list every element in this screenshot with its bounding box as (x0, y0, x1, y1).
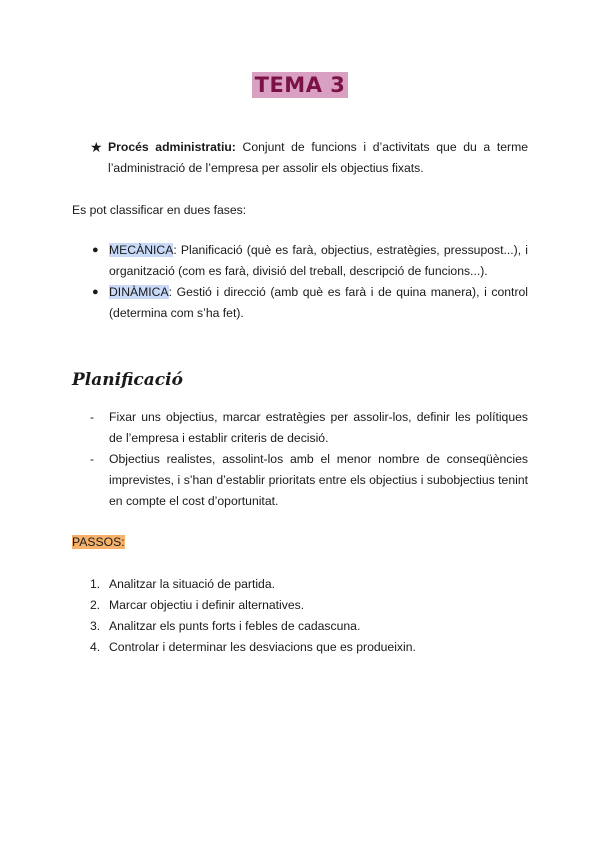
section-heading: Planificació (72, 370, 183, 390)
step-text: Controlar i determinar les desviacions que es produeixin. (109, 640, 416, 654)
dash-icon: - (90, 452, 95, 466)
bullet-icon: ● (92, 244, 99, 256)
points-list (90, 407, 528, 512)
page-title: TEMA 3 (252, 72, 349, 98)
phases-list (92, 240, 528, 324)
definition-item (90, 137, 528, 179)
point-text: Fixar uns objectius, marcar estratègies per assolir-los, definir les polítiques de l’empresa i establir criteris de decisió. (109, 410, 528, 445)
list-item (92, 240, 528, 282)
definition-term: Procés administratiu: (108, 140, 236, 154)
step-number: 1. (90, 577, 101, 591)
star-icon: ★ (90, 139, 103, 155)
step-number: 2. (90, 598, 101, 612)
intro-paragraph: Es pot classificar en dues fases: (72, 203, 247, 217)
step-number: 3. (90, 619, 101, 633)
steps-heading (72, 535, 125, 549)
list-item (90, 574, 528, 595)
list-item (92, 282, 528, 324)
phase-label: MECÀNICA (109, 243, 174, 257)
phase-text: : Planificació (què es farà, objectius, estratègies, pressupost...), i organització (com es farà, divisió del treball, descripció de funcions...). (109, 243, 528, 278)
step-text: Marcar objectiu i definir alternatives. (109, 598, 305, 612)
step-number: 4. (90, 640, 101, 654)
step-text: Analitzar els punts forts i febles de cadascuna. (109, 619, 361, 633)
phase-label: DINÀMICA (109, 285, 169, 299)
list-item (90, 616, 528, 637)
title-container (0, 72, 600, 98)
point-text: Objectius realistes, assolint-los amb el menor nombre de conseqüències imprevistes, i s’han d’establir prioritats entre els objectius i subobjectius tenint en compte el cost d’oportunitat. (109, 452, 528, 508)
dash-icon: - (90, 410, 95, 424)
step-text: Analitzar la situació de partida. (109, 577, 275, 591)
steps-label: PASSOS: (72, 535, 125, 549)
list-item (90, 595, 528, 616)
definition-body: Conjunt de funcions i d’activitats que du a terme l’administració de l’empresa per assolir els objectius fixats. (108, 140, 528, 175)
list-item (90, 449, 528, 512)
phase-text: : Gestió i direcció (amb què es farà i de quina manera), i control (determina com s’ha fet). (109, 285, 528, 320)
list-item (90, 637, 528, 658)
bullet-icon: ● (92, 286, 99, 298)
definition-text (108, 137, 528, 179)
steps-list (90, 574, 528, 658)
list-item (90, 407, 528, 449)
